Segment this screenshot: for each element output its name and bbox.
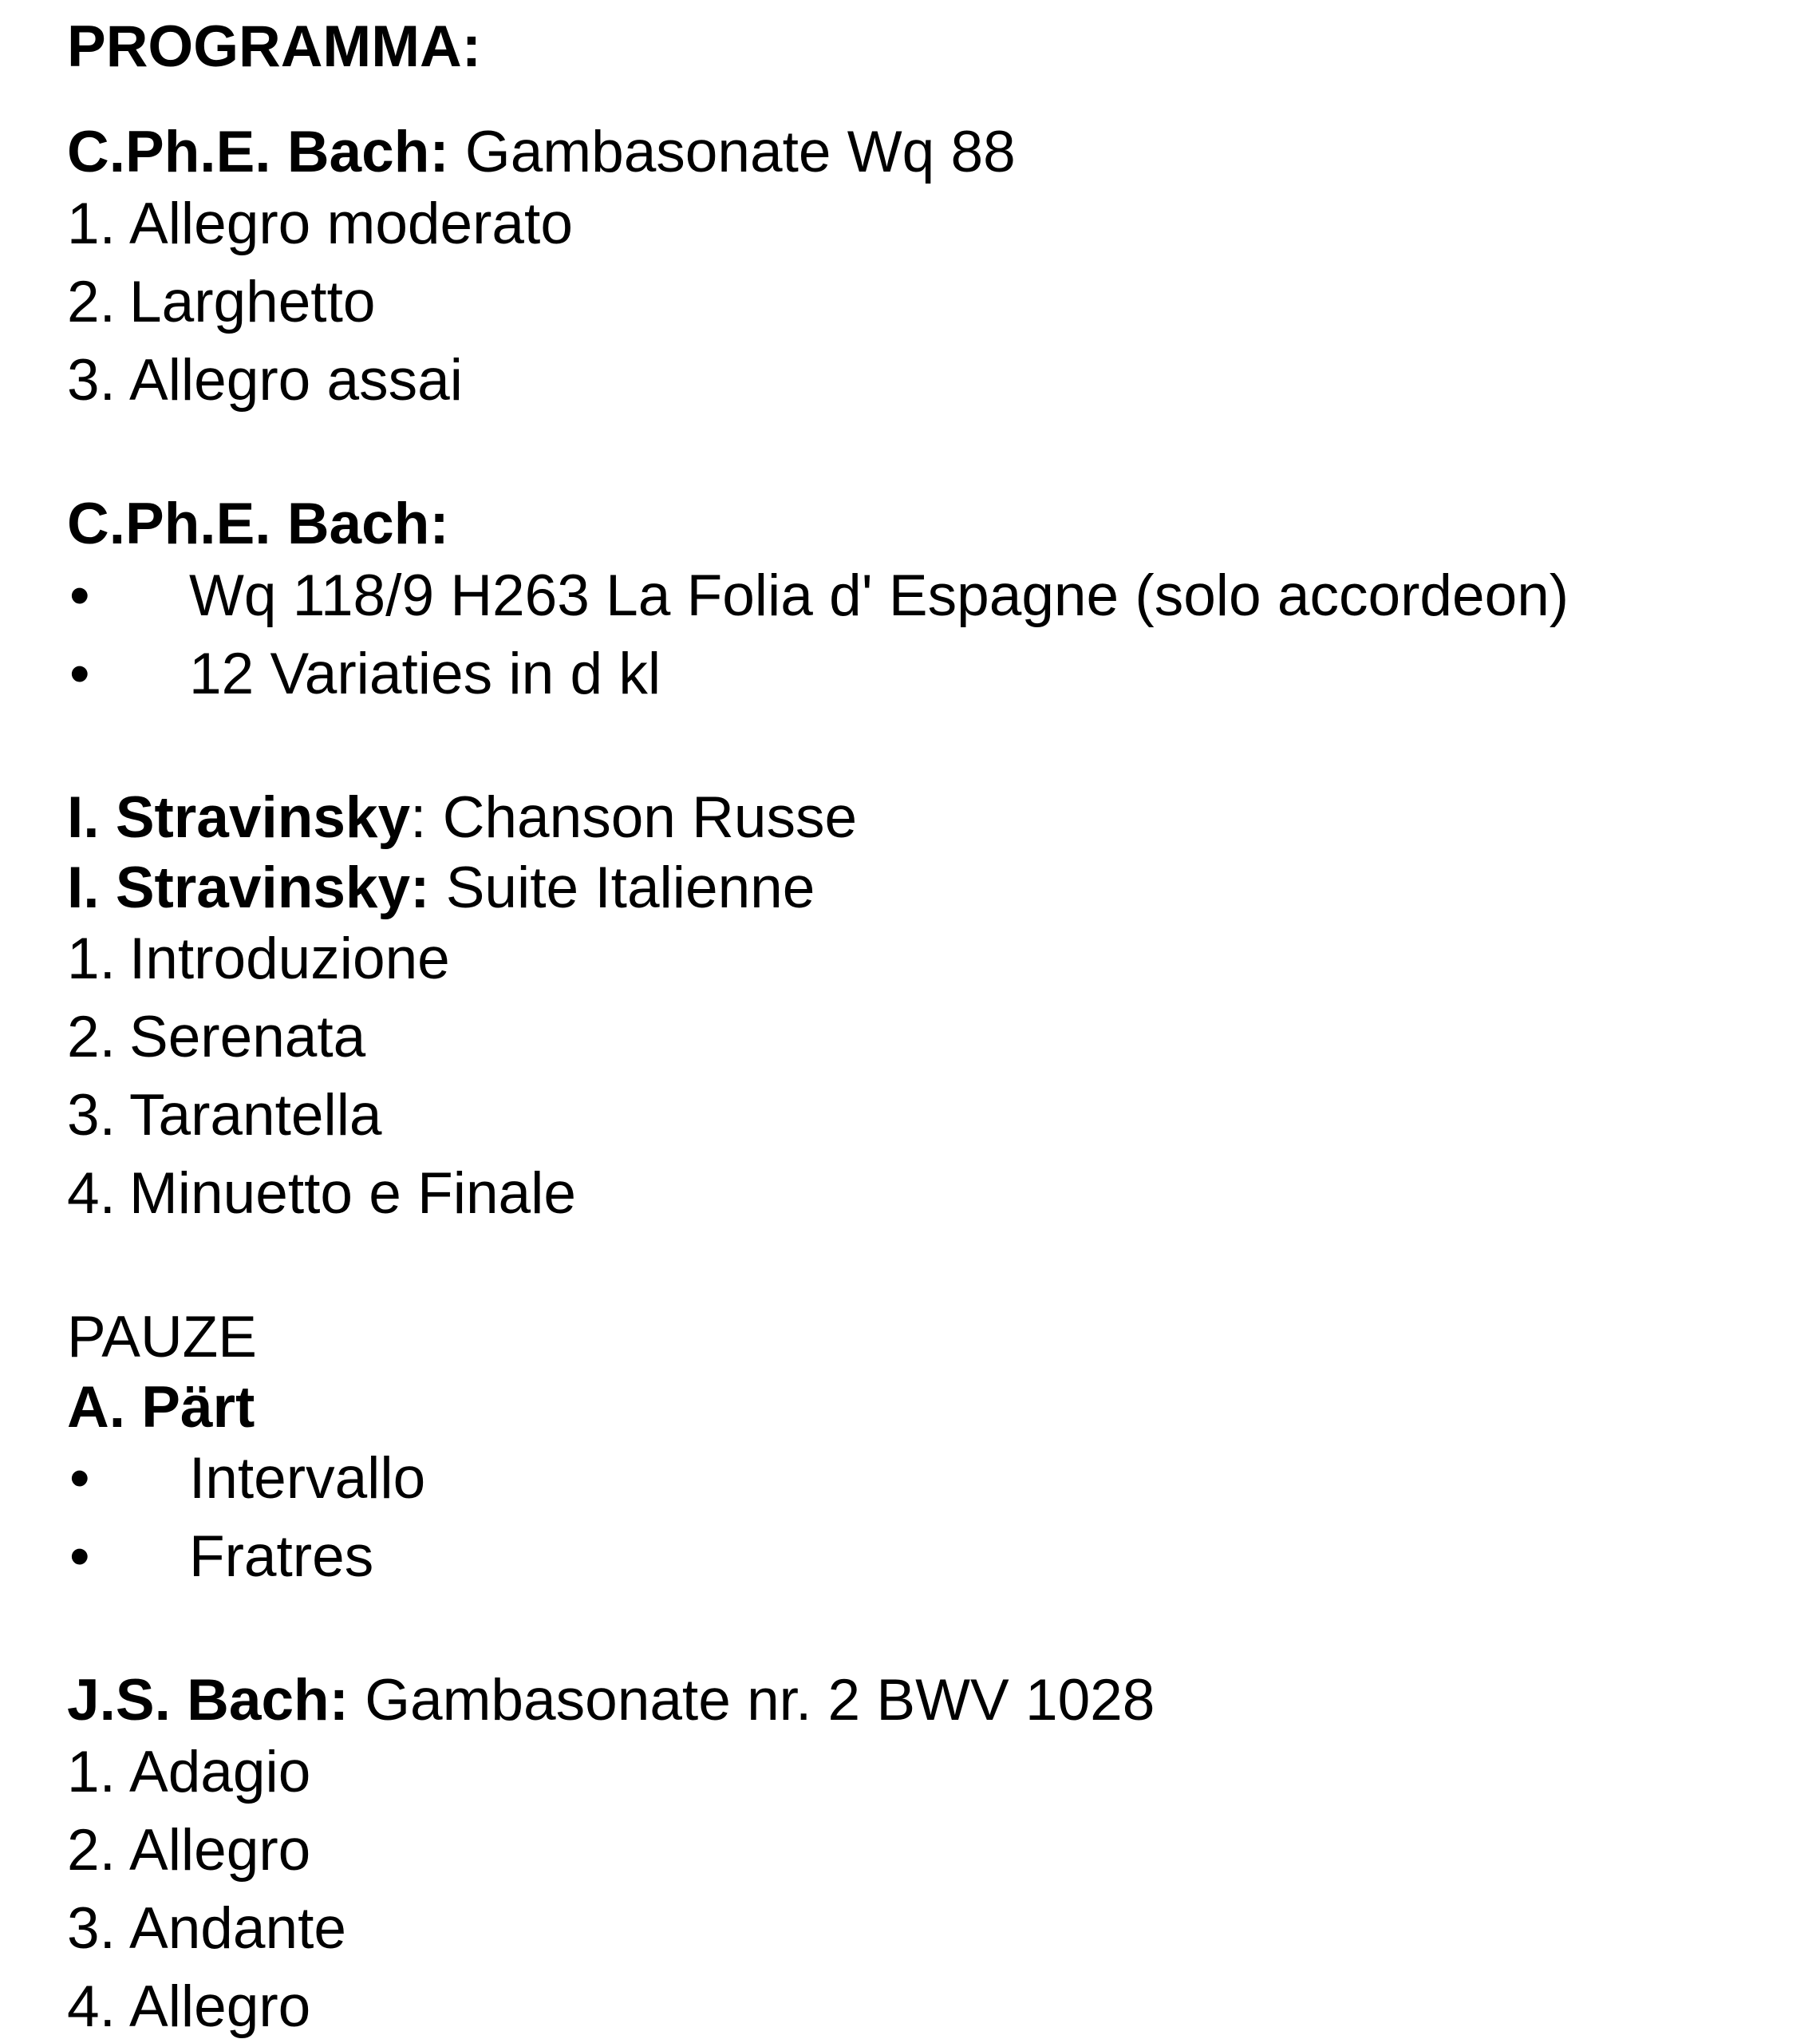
work-title: Gambasonate nr. 2 BWV 1028 (348, 1668, 1155, 1733)
movement-item: 3. Andante (67, 1896, 346, 1961)
bullet-item: • 12 Variaties in d kl (67, 645, 661, 703)
movement-item: 1. Allegro moderato (67, 192, 573, 256)
bullet-glyph: • (69, 1524, 90, 1589)
intermission-label: PAUZE (67, 1305, 257, 1369)
bullet-item: • Fratres (67, 1527, 373, 1586)
movement-item: 3. Tarantella (67, 1083, 382, 1148)
bullet-item: • Wq 118/9 H263 La Folia d' Espagne (solo accordeon) (67, 567, 1569, 625)
movement-item: 2. Allegro (67, 1818, 311, 1883)
bullet-item: • Intervallo (67, 1449, 425, 1508)
composer-name: I. Stravinsky (67, 785, 411, 850)
work-title: : Chanson Russe (410, 785, 858, 850)
bullet-glyph: • (69, 563, 90, 628)
composer-name: I. Stravinsky: (67, 856, 430, 920)
section-cpe-bach-gambasonate-title (67, 120, 1016, 184)
section-js-bach-gambasonate-title (67, 1668, 1155, 1733)
composer-name: C.Ph.E. Bach: (67, 120, 449, 184)
section-stravinsky-suite-title (67, 856, 815, 920)
movement-item: 1. Adagio (67, 1740, 311, 1804)
section-cpe-bach-solo-title (67, 492, 449, 556)
movement-item: 4. Allegro (67, 1974, 311, 2039)
bullet-glyph: • (69, 1446, 90, 1511)
composer-name: J.S. Bach: (67, 1668, 349, 1733)
section-part-title (67, 1375, 255, 1440)
movement-item: 4. Minuetto e Finale (67, 1161, 576, 1226)
section-stravinsky-chanson-title (67, 785, 858, 850)
composer-name: C.Ph.E. Bach: (67, 492, 449, 556)
movement-item: 2. Larghetto (67, 270, 376, 334)
program-heading: PROGRAMMA: (67, 14, 482, 79)
movement-item: 3. Allegro assai (67, 348, 463, 413)
composer-name: A. Pärt (67, 1375, 255, 1440)
work-title: Suite Italienne (429, 856, 815, 920)
movement-item: 1. Introduzione (67, 927, 450, 991)
work-title: Gambasonate Wq 88 (448, 120, 1016, 184)
bullet-glyph: • (69, 642, 90, 706)
movement-item: 2. Serenata (67, 1005, 366, 1069)
